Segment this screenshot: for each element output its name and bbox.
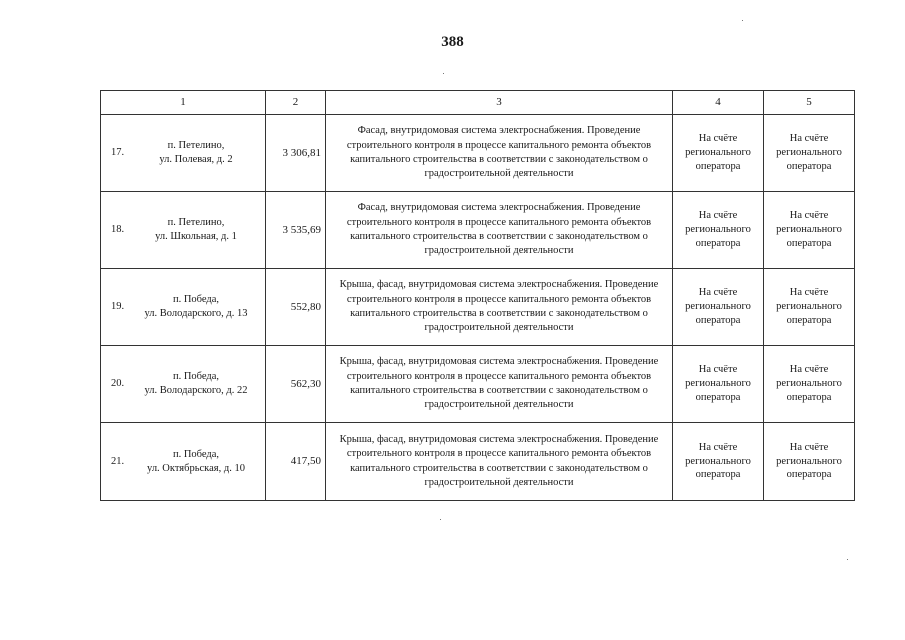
works-description-cell: Крыша, фасад, внутридомовая система электроснабжения. Проведение строительного контроля в процессе капитального ремонта объектов капитального строительства в соответствии с законодательством о градостроительной деятельности xyxy=(326,423,673,501)
funding-status-cell xyxy=(673,269,764,346)
area-cell: 3 306,81 xyxy=(266,115,326,192)
funding-status-cell xyxy=(673,346,764,423)
works-description-cell: Фасад, внутридомовая система электроснабжения. Проведение строительного контроля в процессе капитального ремонта объектов капитального строительства в соответствии с законодательством о градостроительной деятельности xyxy=(326,115,673,192)
status-line: регионального xyxy=(685,147,751,159)
funding-status-cell xyxy=(764,423,855,501)
address-cell xyxy=(101,192,266,269)
area-cell: 562,30 xyxy=(266,346,326,423)
status-line: На счёте xyxy=(789,133,829,145)
status-line: оператора xyxy=(695,469,741,481)
address xyxy=(139,370,253,398)
address xyxy=(139,293,253,321)
scan-speck xyxy=(440,519,441,520)
address-street: ул. Володарского, д. 13 xyxy=(144,308,248,319)
status-line: оператора xyxy=(786,469,832,481)
status-line: регионального xyxy=(685,455,751,467)
area-cell: 417,50 xyxy=(266,423,326,501)
status-line: регионального xyxy=(685,378,751,390)
status-line: оператора xyxy=(786,391,832,403)
address-locality: п. Победа, xyxy=(172,294,220,306)
row-number: 21. xyxy=(111,455,125,467)
status-line: оператора xyxy=(695,314,741,326)
area-cell: 3 535,69 xyxy=(266,192,326,269)
status-line: регионального xyxy=(776,378,842,390)
funding-status-cell xyxy=(764,269,855,346)
table-row xyxy=(101,423,855,501)
funding-status-cell xyxy=(764,192,855,269)
status-line: На счёте xyxy=(789,287,829,299)
status-line: На счёте xyxy=(698,210,738,222)
scan-speck xyxy=(847,559,848,560)
status-line: оператора xyxy=(695,391,741,403)
address-street: ул. Школьная, д. 1 xyxy=(155,231,237,242)
address-cell xyxy=(101,115,266,192)
funding-status-cell xyxy=(764,115,855,192)
works-description-cell: Крыша, фасад, внутридомовая система электроснабжения. Проведение строительного контроля в процессе капитального ремонта объектов капитального строительства в соответствии с законодательством о градостроительной деятельности xyxy=(326,346,673,423)
header-cell-1: 1 xyxy=(101,91,266,115)
address-cell xyxy=(101,423,266,501)
status-line: регионального xyxy=(776,301,842,313)
status-line: оператора xyxy=(695,237,741,249)
table-row xyxy=(101,192,855,269)
address-cell xyxy=(101,346,266,423)
status-line: На счёте xyxy=(789,441,829,453)
scan-speck xyxy=(443,73,444,74)
address-locality: п. Петелино, xyxy=(167,217,225,229)
works-description-cell: Крыша, фасад, внутридомовая система электроснабжения. Проведение строительного контроля в процессе капитального ремонта объектов капитального строительства в соответствии с законодательством о градостроительной деятельности xyxy=(326,269,673,346)
row-number: 18. xyxy=(111,224,125,236)
address-street: ул. Полевая, д. 2 xyxy=(159,154,233,165)
funding-status-cell xyxy=(673,423,764,501)
status-line: На счёте xyxy=(698,441,738,453)
status-line: оператора xyxy=(695,160,741,172)
header-cell-4: 4 xyxy=(673,91,764,115)
funding-status-cell xyxy=(673,115,764,192)
header-cell-2: 2 xyxy=(266,91,326,115)
row-number: 19. xyxy=(111,301,125,313)
status-line: регионального xyxy=(776,224,842,236)
status-line: регионального xyxy=(776,147,842,159)
funding-status-cell xyxy=(673,192,764,269)
status-line: На счёте xyxy=(789,364,829,376)
status-line: На счёте xyxy=(698,287,738,299)
area-cell: 552,80 xyxy=(266,269,326,346)
status-line: регионального xyxy=(685,301,751,313)
address-cell xyxy=(101,269,266,346)
row-number: 20. xyxy=(111,378,125,390)
table-row xyxy=(101,346,855,423)
table-row xyxy=(101,115,855,192)
address-locality: п. Победа, xyxy=(172,448,220,460)
address-locality: п. Победа, xyxy=(172,371,220,383)
works-description-cell: Фасад, внутридомовая система электроснабжения. Проведение строительного контроля в процессе капитального ремонта объектов капитального строительства в соответствии с законодательством о градостроительной деятельности xyxy=(326,192,673,269)
header-cell-5: 5 xyxy=(764,91,855,115)
repair-schedule-table xyxy=(100,90,855,501)
address xyxy=(139,139,253,167)
page-number: 388 xyxy=(441,34,464,50)
address-street: ул. Октябрьская, д. 10 xyxy=(147,462,245,474)
scan-speck xyxy=(742,20,743,21)
status-line: регионального xyxy=(685,224,751,236)
address xyxy=(139,448,253,476)
status-line: На счёте xyxy=(789,210,829,222)
address-street: ул. Володарского, д. 22 xyxy=(144,385,248,396)
status-line: оператора xyxy=(786,314,832,326)
funding-status-cell xyxy=(764,346,855,423)
header-cell-3: 3 xyxy=(326,91,673,115)
address-locality: п. Петелино, xyxy=(167,140,225,152)
status-line: На счёте xyxy=(698,133,738,145)
address xyxy=(139,216,253,244)
table-header-row xyxy=(101,91,855,115)
status-line: оператора xyxy=(786,160,832,172)
status-line: регионального xyxy=(776,455,842,467)
table-row xyxy=(101,269,855,346)
row-number: 17. xyxy=(111,147,125,159)
status-line: оператора xyxy=(786,237,832,249)
status-line: На счёте xyxy=(698,364,738,376)
